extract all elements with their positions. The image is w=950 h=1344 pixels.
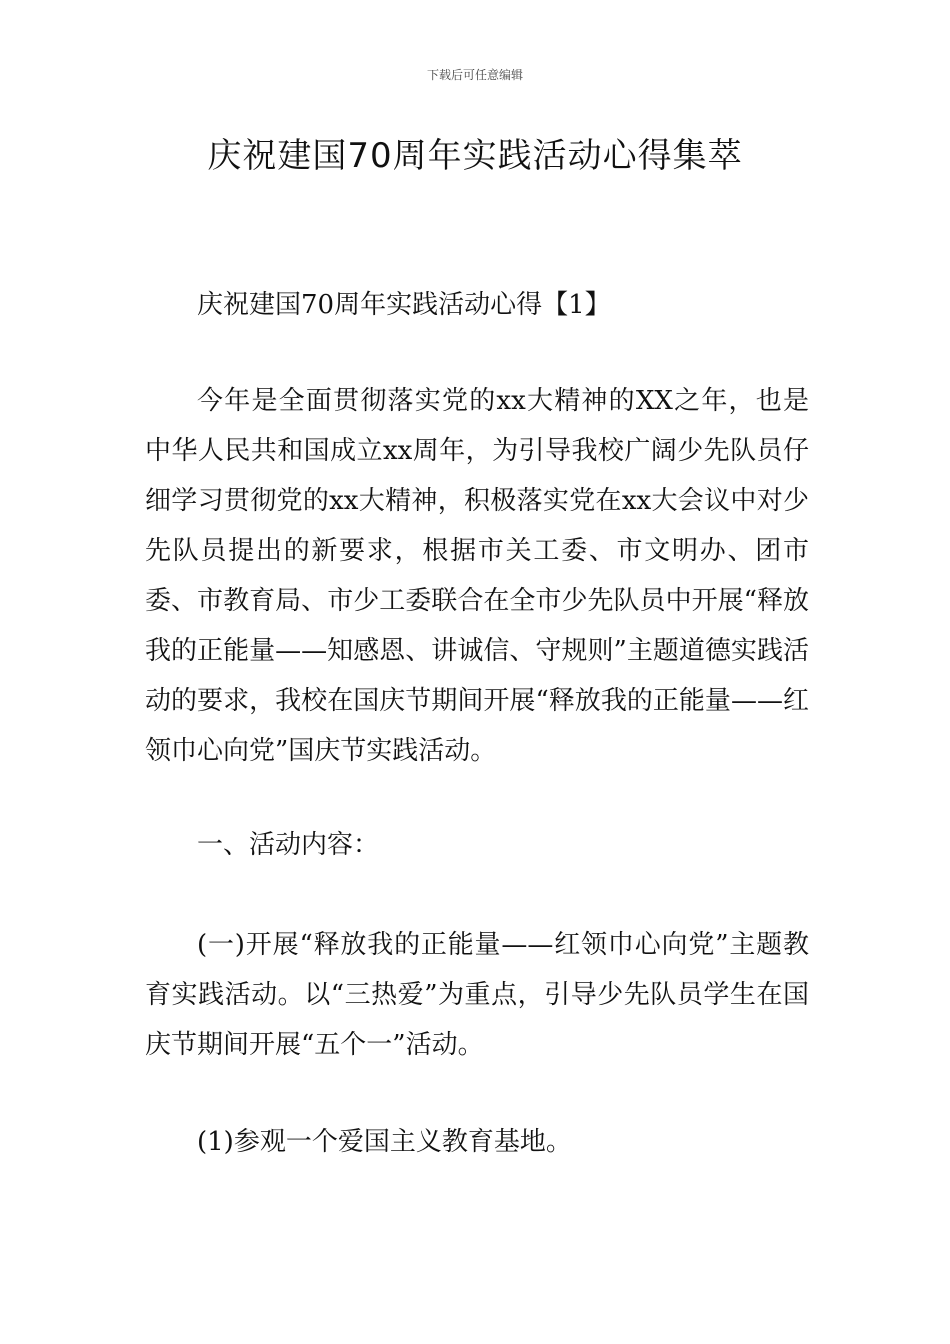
paragraph-intro: 今年是全面贯彻落实党的xx大精神的XX之年，也是中华人民共和国成立xx周年，为引导我校广阔少先队员仔细学习贯彻党的xx大精神，积极落实党在xx大会议中对少先队员提出的新要求，根据市关工委、市文明办、团市委、市教育局、市少工委联合在全市少先队员中开展“释放我的正能量——知感恩、讲诚信、守规则”主题道德实践活动的要求，我校在国庆节期间开展“释放我的正能量——红领巾心向党”国庆节实践活动。	[145, 386, 809, 766]
activity-content-heading: 一、活动内容：	[197, 830, 380, 860]
document-title: 庆祝建国70周年实践活动心得集萃	[207, 136, 743, 176]
list-item-visit-base: (1)参观一个爱国主义教育基地。	[197, 1127, 572, 1157]
section-heading: 庆祝建国70周年实践活动心得【1】	[197, 290, 611, 320]
header-note: 下载后可任意编辑	[426, 68, 523, 82]
paragraph-activity-one: (一)开展“释放我的正能量——红领巾心向党”主题教育实践活动。以“三热爱”为重点，引导少先队员学生在国庆节期间开展“五个一”活动。	[145, 930, 809, 1060]
